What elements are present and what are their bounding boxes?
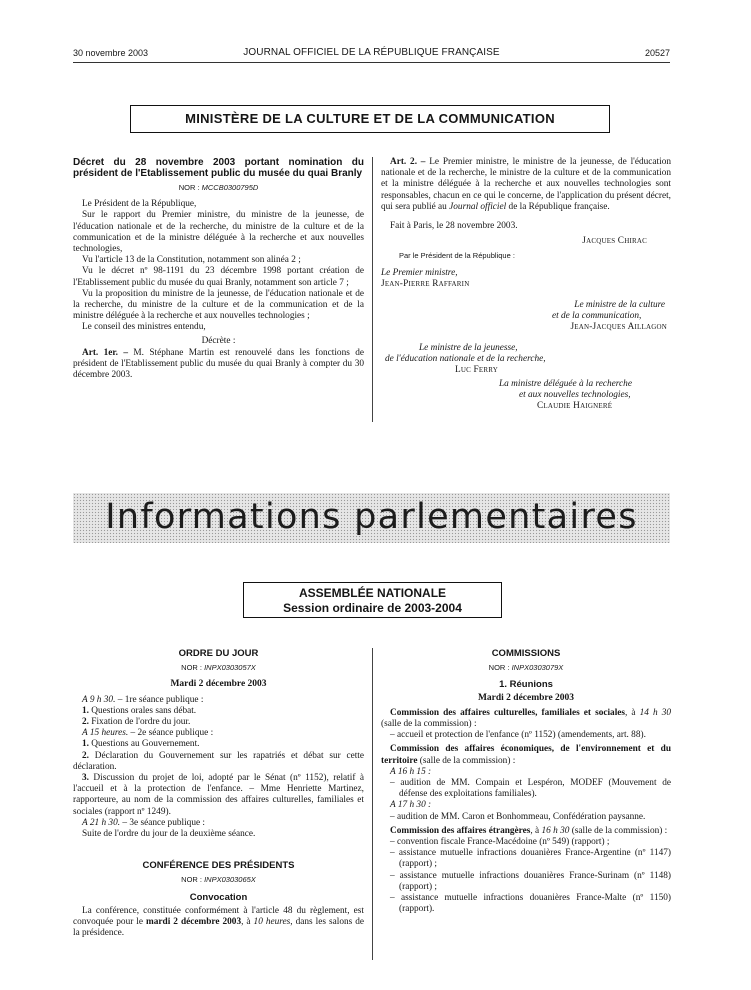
nor-label: NOR : <box>181 663 205 673</box>
commissions-date: Mardi 2 décembre 2003 <box>477 692 575 703</box>
commissions-nor <box>381 662 671 673</box>
agenda-number: 2. <box>82 750 89 761</box>
article-label: Art. 1er. – <box>82 347 129 358</box>
commissions-subheading: 1. Réunions <box>499 679 553 691</box>
banner-title: Informations parlementaires <box>105 497 638 537</box>
agenda-line <box>73 751 364 773</box>
page-header <box>73 47 670 59</box>
signatory-role: Le Premier ministre, <box>381 268 458 279</box>
conference-subheading: Convocation <box>189 891 248 903</box>
header-rule <box>73 62 670 63</box>
signatory-name: Luc Ferry <box>455 365 498 376</box>
agenda-text: – 2e séance publique : <box>128 728 214 739</box>
article-text: M. Stéphane Martin est renouvelé dans les fonctions de président de l'Etablissement public du musée du quai Branly à compter du 30 décembre 2003. <box>73 347 364 381</box>
assembly-session: Session ordinaire de 2003-2004 <box>283 601 462 615</box>
commission-item: – accueil et protection de l'enfance (nº 1152) (amendements, art. 88). <box>390 730 646 741</box>
signatory-role: La ministre déléguée à la recherche <box>499 379 632 390</box>
commissions-column <box>381 648 671 915</box>
informations-parlementaires-banner <box>73 493 670 543</box>
conference-date: mardi 2 décembre 2003 <box>146 917 242 928</box>
decree-paragraph: Sur le rapport du Premier ministre, du ministre de la jeunesse, de l'éducation nationale et de la recherche, du ministre de la culture et de la communication et de la ministre déléguée à la recherche et aux nouvelles technologies, <box>73 210 364 255</box>
par-le-president: Par le Président de la République : <box>399 251 515 261</box>
commission-item: – audition de MM. Compain et Lespéron, MODEF (Mouvement de défense des exploitations familiales). <box>390 778 671 800</box>
signatory-name: Jean-Pierre Raffarin <box>381 279 470 290</box>
column-divider <box>372 648 373 960</box>
ordre-du-jour-column <box>73 648 364 939</box>
agenda-line <box>73 728 364 739</box>
conference-text-part: La conférence, constituée conformément à l'article 48 du règlement, est convoquée pour le <box>73 905 364 928</box>
commission-time: 16 h 30 <box>541 825 570 836</box>
signatory-role: et de la communication, <box>552 311 642 322</box>
commission-item: – assistance mutuelle infractions douanières France-Surinam (nº 1148) (rapport) ; <box>390 870 671 892</box>
commission-title: Commission des affaires étrangères <box>390 825 531 836</box>
agenda-text: Questions orales sans débat. <box>88 705 197 716</box>
commission-item: – assistance mutuelle infractions douanières France-Argentine (nº 1147) (rapport) ; <box>390 848 671 870</box>
agenda-line <box>73 695 364 706</box>
agenda-line <box>73 717 364 728</box>
agenda-line <box>73 706 364 717</box>
conference-nor <box>73 874 364 885</box>
commission-time: A 16 h 15 : <box>390 766 432 777</box>
commission-item: – audition de MM. Caron et Bonhommeau, Confédération paysanne. <box>390 811 646 822</box>
ordre-date: Mardi 2 décembre 2003 <box>170 679 267 690</box>
conference-text-part: , dans les salons de la présidence. <box>73 917 365 939</box>
nor-code: INPX0303057X <box>204 663 256 673</box>
commission-time: 14 h 30 <box>639 707 672 718</box>
agenda-time: A 9 h 30. <box>82 694 116 705</box>
agenda-text: Déclaration du Gouvernement sur les rapatriés et débat sur cette déclaration. <box>73 750 364 772</box>
decree-paragraph: Le Président de la République, <box>82 199 197 210</box>
decree-fait: Fait à Paris, le 28 novembre 2003. <box>390 221 518 232</box>
decree-nor <box>73 182 364 193</box>
assembly-title: ASSEMBLÉE NATIONALE <box>298 586 447 600</box>
nor-label: NOR : <box>181 875 205 885</box>
signatory-role: Le ministre de la jeunesse, <box>419 343 518 354</box>
nor-code: INPX0303079X <box>511 663 564 673</box>
decree-decrete: Décrète : <box>201 335 236 346</box>
conference-text-part: , à <box>241 917 254 928</box>
decree-title: Décret du 28 novembre 2003 portant nomination du président de l'Etablissement public du musée du quai Branly <box>73 157 364 179</box>
header-date: 30 novembre 2003 <box>73 48 149 58</box>
agenda-number: 3. <box>82 773 89 784</box>
commission-time: A 17 h 30 : <box>390 800 432 811</box>
signatory-name: Claudie Haigneré <box>537 401 613 412</box>
commission-title: Commission des affaires économiques, de l'environnement et du territoire <box>381 744 671 766</box>
nor-code: INPX0303065X <box>204 875 256 885</box>
article-text: de la République française. <box>506 201 610 212</box>
ministry-title: MINISTÈRE DE LA CULTURE ET DE LA COMMUNICATION <box>130 105 610 133</box>
decree-article-2 <box>381 157 671 213</box>
agenda-text: – 1re séance publique : <box>115 694 204 705</box>
commission-title: Commission des affaires culturelles, familiales et sociales <box>390 707 626 718</box>
agenda-text: Fixation de l'ordre du jour. <box>88 717 191 728</box>
commission-entry <box>381 744 671 766</box>
column-divider <box>372 157 373 422</box>
commission-entry <box>381 708 671 730</box>
commission-text: (salle de la commission) : <box>381 719 477 730</box>
commission-item: – convention fiscale France-Macédoine (nº 549) (rapport) ; <box>390 837 610 848</box>
decree-paragraph: Vu la proposition du ministre de la jeunesse, de l'éducation nationale et de la recherche, du ministre de la culture et de la communication et de la ministre déléguée à la recherche et aux nouvelles technologies ; <box>73 288 364 322</box>
decree-right-column <box>381 157 671 412</box>
signatory-name: Jean-Jacques Aillagon <box>570 322 667 333</box>
conference-text <box>73 906 364 940</box>
agenda-number: 1. <box>82 739 89 750</box>
header-page-number: 20527 <box>644 48 670 58</box>
signatory-role: Le ministre de la culture <box>574 300 665 311</box>
agenda-text: – 3e séance publique : <box>120 817 205 828</box>
agenda-number: 1. <box>82 705 89 716</box>
agenda-text: Questions au Gouvernement. <box>88 739 200 750</box>
commission-text: , à <box>530 825 542 836</box>
agenda-number: 2. <box>82 717 89 728</box>
article-label: Art. 2. – <box>390 157 426 167</box>
commissions-heading: COMMISSIONS <box>491 648 561 659</box>
decree-article-1 <box>73 348 364 382</box>
ordre-nor <box>73 662 364 673</box>
agenda-line <box>73 773 364 818</box>
decree-paragraph: Vu le décret nº 98-1191 du 23 décembre 1998 portant création de l'Etablissement public du musée du quai Branly, notamment son article 7 ; <box>73 266 364 288</box>
agenda-time: A 15 heures. <box>82 728 129 739</box>
signature-president: Jacques Chirac <box>582 236 647 247</box>
agenda-line: Suite de l'ordre du jour de la deuxième séance. <box>82 829 256 840</box>
decree-left-column <box>73 157 364 381</box>
agenda-time: A 21 h 30. <box>82 817 121 828</box>
commission-entry <box>381 826 671 837</box>
header-journal-title: JOURNAL OFFICIEL DE LA RÉPUBLIQUE FRANÇAISE <box>243 47 500 58</box>
commission-text: (salle de la commission) : <box>569 825 668 836</box>
assembly-box <box>243 582 502 618</box>
agenda-line <box>73 818 364 829</box>
decree-paragraph: Le conseil des ministres entendu, <box>82 322 206 333</box>
commission-text: (salle de la commission) : <box>417 755 516 766</box>
commission-item: – assistance mutuelle infractions douanières France-Malte (nº 1150) (rapport). <box>390 893 671 915</box>
article-text: Le Premier ministre, le ministre de la jeunesse, de l'éducation nationale et de la recherche, le ministre de la culture et de la communication et la ministre déléguée à la recherche et aux nouvelles technologies sont responsables, chacun en ce qui le concerne, de l'application du présent décret, qui sera publié au <box>381 157 671 212</box>
decree-paragraph: Vu l'article 13 de la Constitution, notamment son alinéa 2 ; <box>82 255 301 266</box>
journal-officiel-ref: Journal officiel <box>449 201 507 212</box>
nor-label: NOR : <box>178 183 202 192</box>
nor-code: MCCB0300795D <box>201 183 259 192</box>
signatory-role: et aux nouvelles technologies, <box>519 390 631 401</box>
ordre-du-jour-heading: ORDRE DU JOUR <box>178 648 259 659</box>
commission-text: , à <box>625 707 640 718</box>
nor-label: NOR : <box>488 663 512 673</box>
signatory-role: de l'éducation nationale et de la recherche, <box>385 354 546 365</box>
conference-time: 10 heures <box>253 917 291 928</box>
agenda-text: Discussion du projet de loi, adopté par le Sénat (nº 1152), relatif à l'accueil et à la protection de l'enfance. – Mme Henriette Martinez, rapporteure, au nom de la commission des affaires culturelles, familiales et sociales (rapport nº 1249). <box>73 773 364 817</box>
conference-heading: CONFÉRENCE DES PRÉSIDENTS <box>142 860 295 872</box>
agenda-line <box>73 739 364 750</box>
